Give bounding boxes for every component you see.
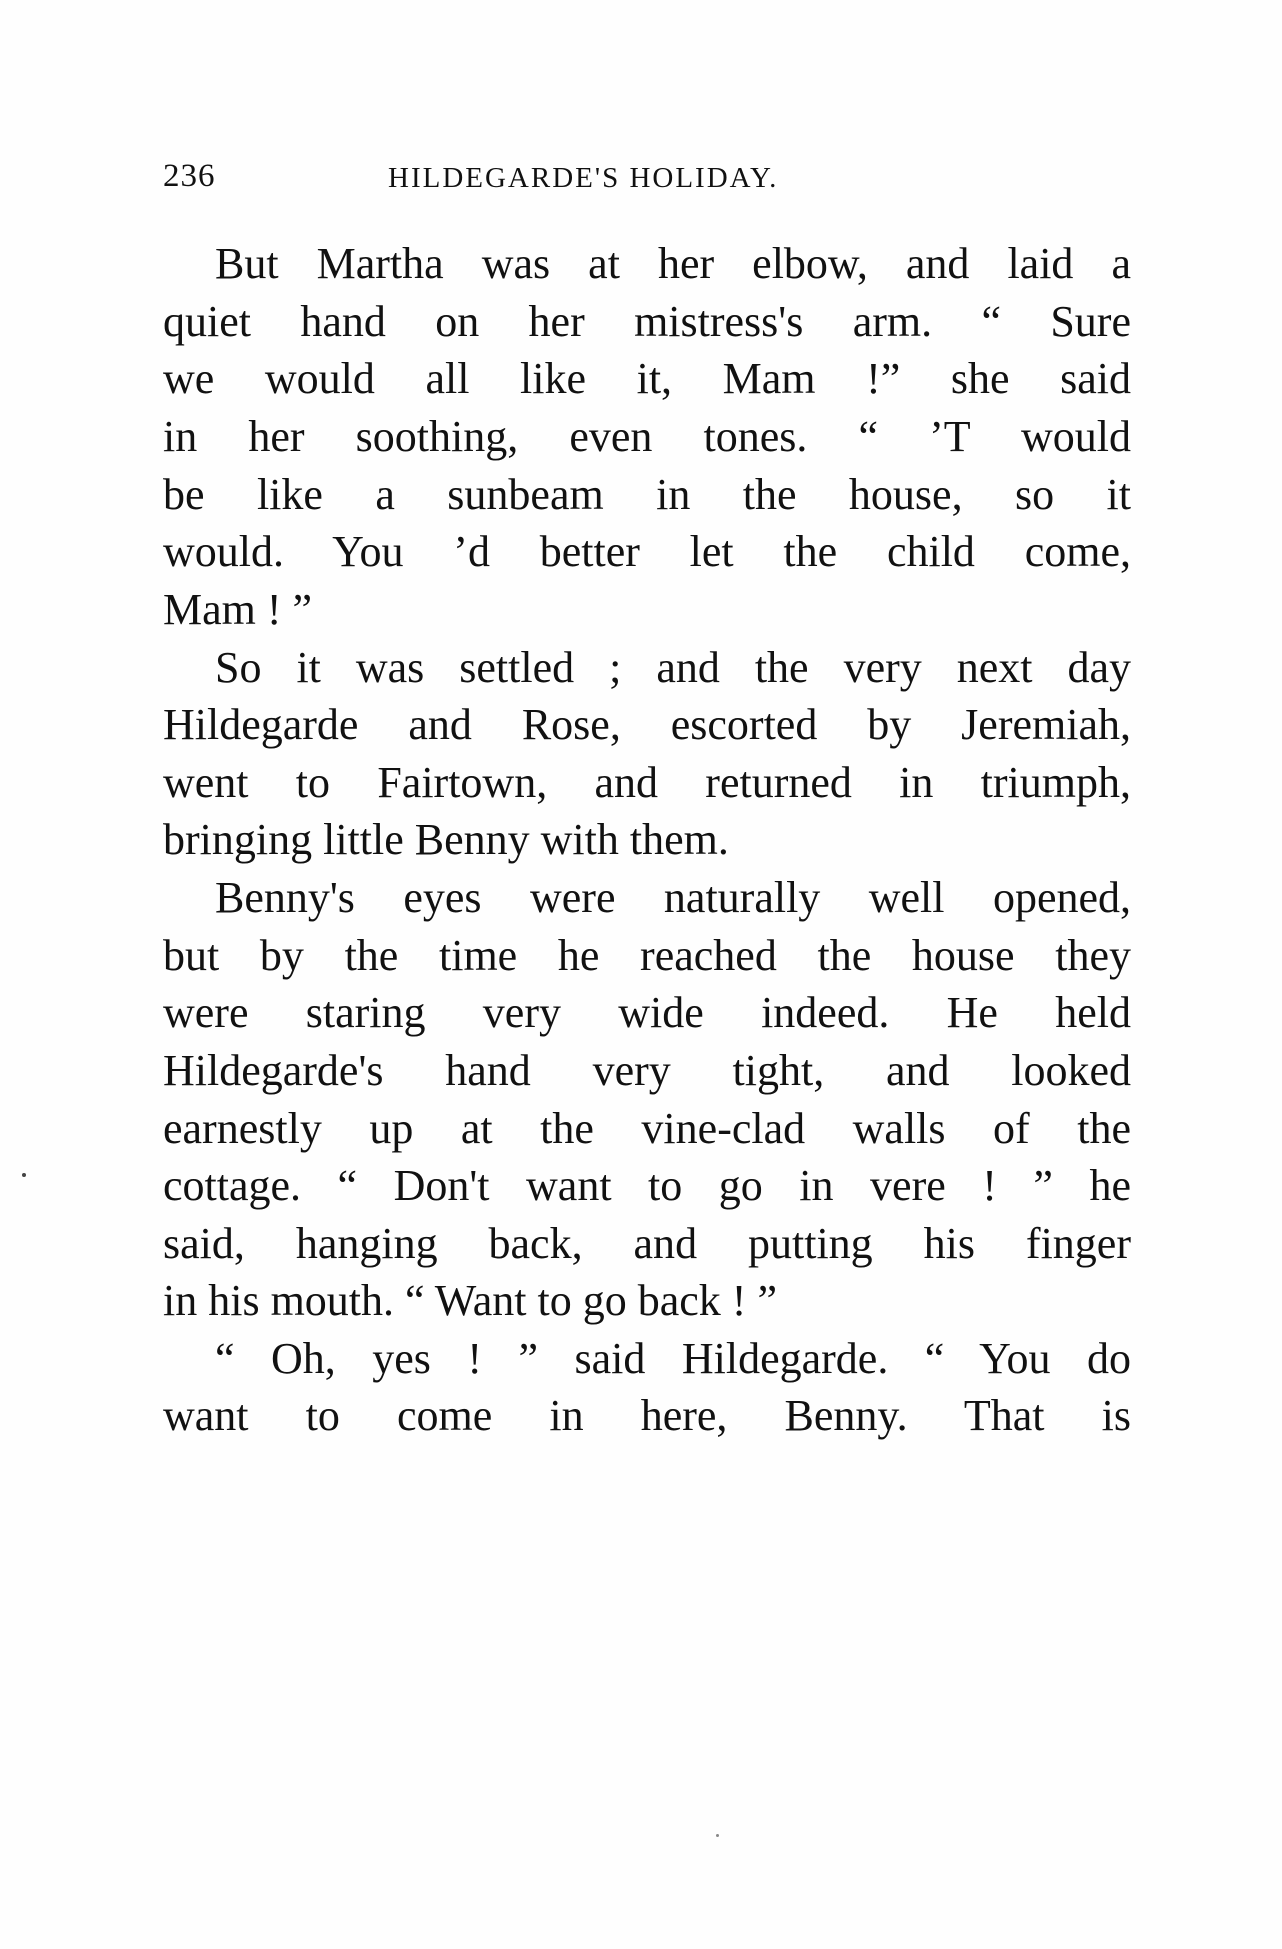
text-line: Benny's eyes were naturally well opened, (215, 873, 1131, 922)
text-line: quiet hand on her mistress's arm. “ Sure (163, 297, 1131, 346)
text-line: But Martha was at her elbow, and laid a (215, 239, 1131, 288)
text-line: but by the time he reached the house they (163, 931, 1131, 980)
text-line: bringing little Benny with them. (163, 815, 729, 864)
text-line: Hildegarde and Rose, escorted by Jeremiah, (163, 700, 1131, 749)
text-line: be like a sunbeam in the house, so it (163, 470, 1131, 519)
text-line: want to come in here, Benny. That is (163, 1391, 1131, 1440)
running-title: HILDEGARDE'S HOLIDAY. (388, 162, 779, 194)
text-line: cottage. “ Don't want to go in vere ! ” he (163, 1161, 1131, 1210)
text-line: Hildegarde's hand very tight, and looked (163, 1046, 1131, 1095)
text-line: were staring very wide indeed. He held (163, 988, 1131, 1037)
text-line: Mam ! ” (163, 585, 313, 634)
text-line: in her soothing, even tones. “ ’T would (163, 412, 1131, 461)
text-line: in his mouth. “ Want to go back ! ” (163, 1276, 777, 1325)
text-line: we would all like it, Mam !” she said (163, 354, 1131, 403)
scan-speck (716, 1834, 719, 1837)
text-line: “ Oh, yes ! ” said Hildegarde. “ You do (215, 1334, 1131, 1383)
page-header (163, 158, 1131, 208)
text-line: earnestly up at the vine-clad walls of the (163, 1104, 1131, 1153)
page-number: 236 (163, 158, 216, 194)
scan-speck (22, 1173, 26, 1177)
text-line: went to Fairtown, and returned in triumph, (163, 758, 1131, 807)
text-line: So it was settled ; and the very next day (215, 643, 1131, 692)
text-line: said, hanging back, and putting his finger (163, 1219, 1131, 1268)
text-line: would. You ’d better let the child come, (163, 527, 1131, 576)
